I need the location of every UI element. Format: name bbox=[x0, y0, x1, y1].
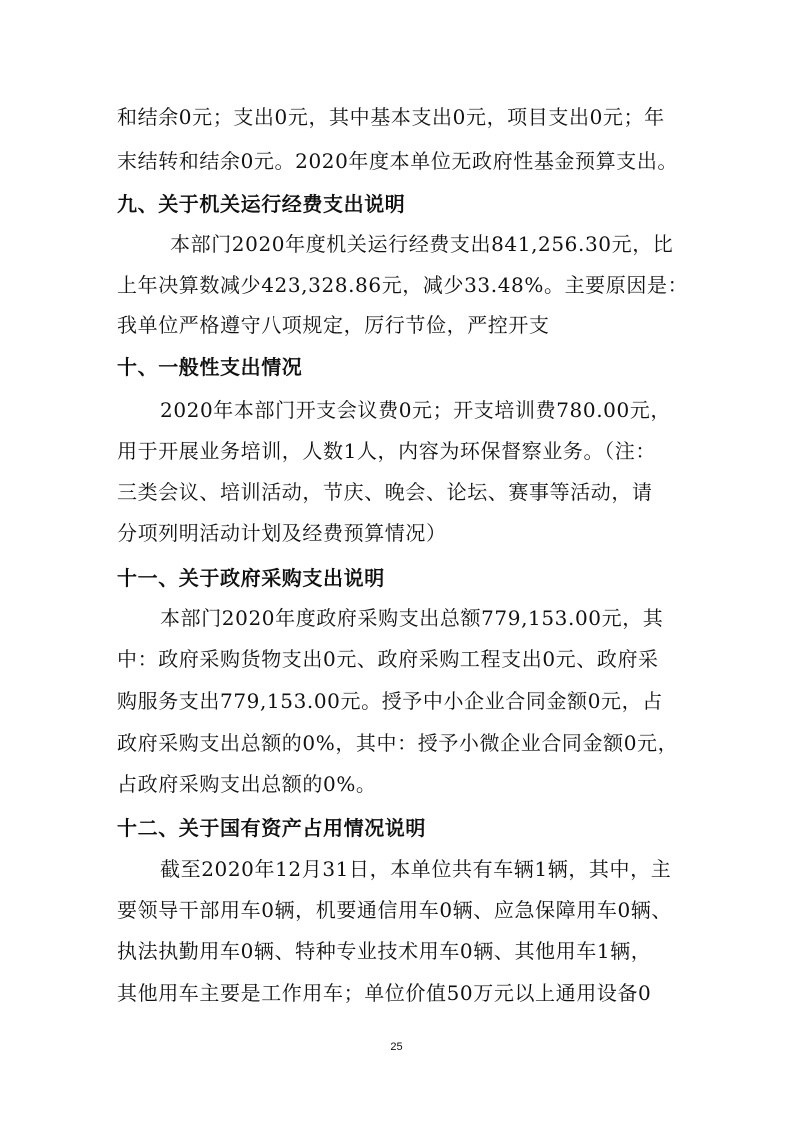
page-number: 25 bbox=[390, 1041, 403, 1053]
section11-heading: 十一、关于政府采购支出说明 bbox=[117, 566, 385, 590]
section11-line-1: 本部门2020年度政府采购支出总额779,153.00元，其 bbox=[160, 606, 664, 630]
section12-line-4: 其他用车主要是工作用车；单位价值50万元以上通用设备0 bbox=[117, 981, 652, 1005]
section9-line-2: 上年决算数减少423,328.86元，减少33.48%。主要原因是： bbox=[117, 273, 689, 297]
section10-heading: 十、一般性支出情况 bbox=[117, 355, 303, 379]
section10-line-2: 用于开展业务培训，人数1人，内容为环保督察业务。（注： bbox=[117, 439, 656, 463]
section12-line-1: 截至2020年12月31日，本单位共有车辆1辆，其中，主 bbox=[160, 857, 672, 881]
section11-line-5: 占政府采购支出总额的0%。 bbox=[117, 772, 377, 796]
section10-line-3: 三类会议、培训活动，节庆、晚会、论坛、赛事等活动，请 bbox=[117, 480, 653, 504]
section9-heading: 九、关于机关运行经费支出说明 bbox=[117, 192, 406, 216]
section10-line-1: 2020年本部门开支会议费0元；开支培训费780.00元， bbox=[160, 398, 672, 422]
section12-line-2: 要领导干部用车0辆，机要通信用车0辆、应急保障用车0辆、 bbox=[117, 898, 672, 922]
section10-line-4: 分项列明活动计划及经费预算情况） bbox=[117, 521, 447, 545]
section8-line-1: 和结余0元；支出0元，其中基本支出0元，项目支出0元；年 bbox=[117, 105, 665, 129]
section12-line-3: 执法执勤用车0辆、特种专业技术用车0辆、其他用车1辆， bbox=[117, 939, 652, 963]
section11-line-2: 中：政府采购货物支出0元、政府采购工程支出0元、政府采 bbox=[117, 647, 659, 671]
section11-line-4: 政府采购支出总额的0%，其中：授予小微企业合同金额0元， bbox=[117, 731, 679, 755]
section11-line-3: 购服务支出779,153.00元。授予中小企业合同金额0元，占 bbox=[117, 689, 663, 713]
section9-line-1: 本部门2020年度机关运行经费支出841,256.30元，比 bbox=[170, 232, 674, 256]
section9-line-3: 我单位严格遵守八项规定，厉行节俭，严控开支 bbox=[117, 313, 550, 337]
section12-heading: 十二、关于国有资产占用情况说明 bbox=[117, 816, 426, 840]
section8-line-2: 末结转和结余0元。2020年度本单位无政府性基金预算支出。 bbox=[117, 149, 679, 173]
